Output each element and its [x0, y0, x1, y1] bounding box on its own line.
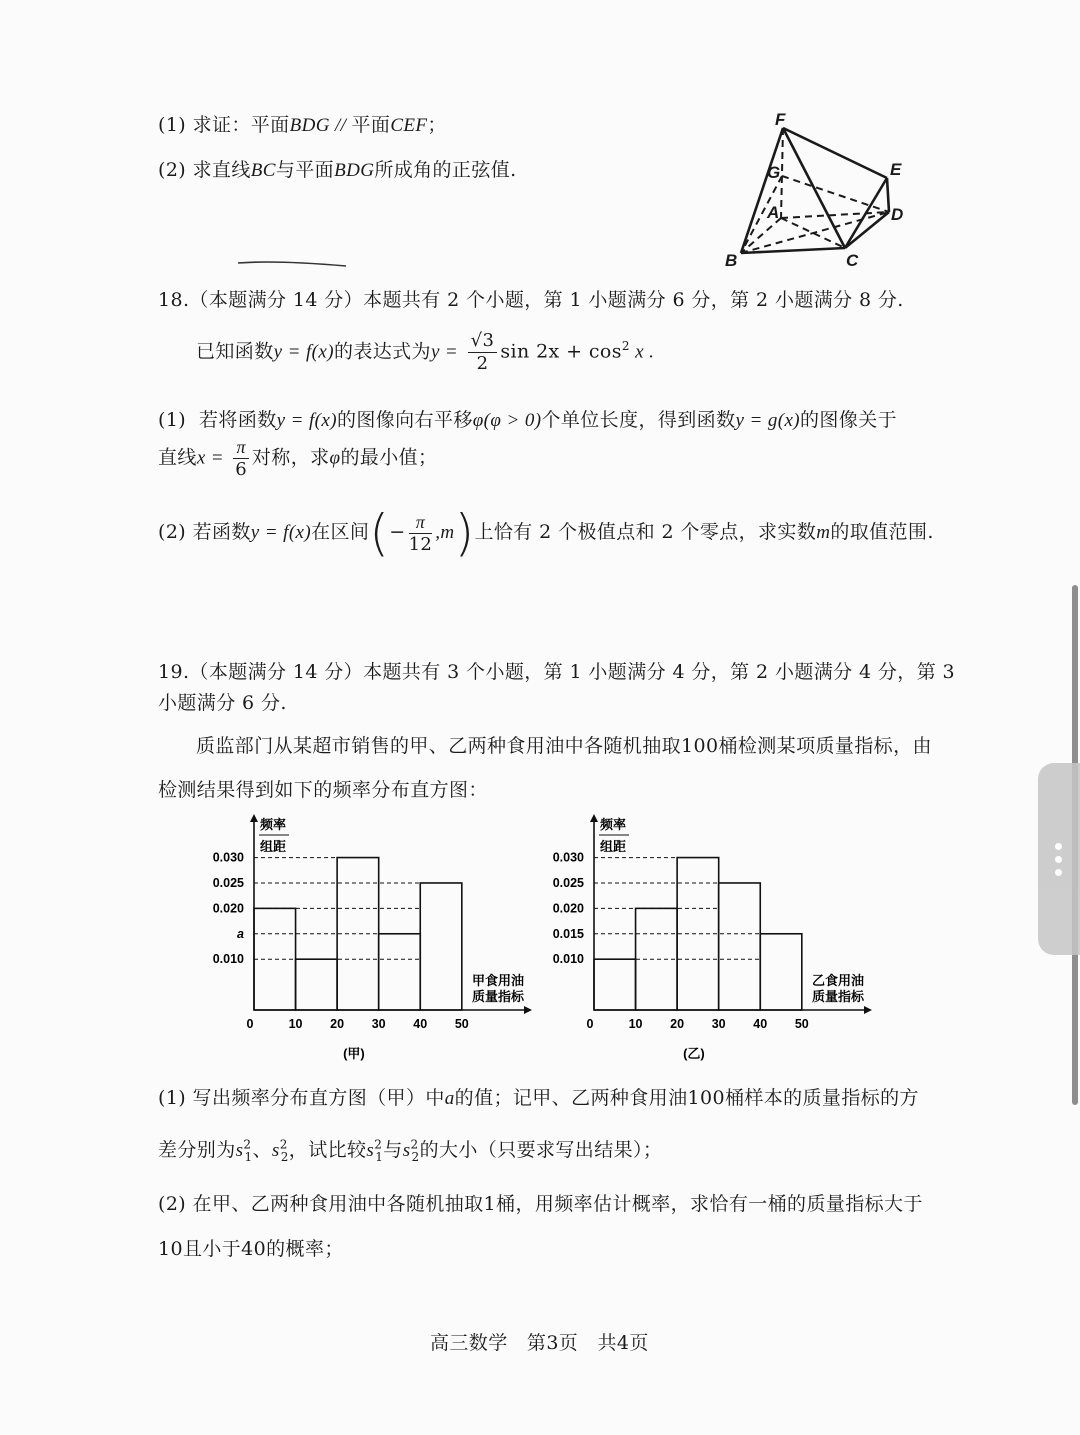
- sqrt3-over-2: $\frac{√3}{2}$: [468, 332, 498, 373]
- x-tick-label: 0: [586, 1017, 594, 1031]
- histogram-bar: [636, 908, 678, 1010]
- x-tick-label: 40: [753, 1017, 768, 1031]
- page-footer: 高三数学 第3页 共4页: [430, 1332, 649, 1354]
- q17-part2: (2) 求直线BC与平面BDG所成角的正弦值.: [158, 159, 517, 181]
- edge-FC: [783, 128, 845, 248]
- y-axis-arrow-icon: [250, 814, 258, 822]
- histogram-jia: [205, 812, 540, 1067]
- histogram-bar: [337, 858, 379, 1010]
- y-label-top: 频率: [260, 817, 287, 832]
- edge-GD: [782, 176, 889, 212]
- y-tick-label: 0.020: [212, 901, 244, 916]
- x-label-line1: 甲食用油: [471, 973, 524, 988]
- y-label-bottom: 组距: [260, 839, 287, 854]
- label-B: B: [725, 251, 738, 270]
- x-label-line2: 质量指标: [811, 989, 864, 1004]
- pi-over-12: $\frac{\pi}{12}$: [408, 511, 433, 555]
- y-tick-label: 0.010: [552, 952, 584, 967]
- x-tick-label: 50: [794, 1017, 809, 1031]
- x-tick-label: 30: [371, 1017, 386, 1031]
- handle-dot-icon: [1055, 869, 1062, 876]
- histogram-bar: [760, 934, 802, 1010]
- x-axis-arrow-icon: [524, 1006, 532, 1014]
- q19-header-line2: 小题满分 6 分.: [158, 692, 287, 714]
- q18-part2: (2) 若函数y = f(x)在区间(− $\frac{\pi}{12}$ ,m)上恰有 2 个极值点和 2 个零点，求实数m的取值范围.: [158, 504, 934, 562]
- q19-part1-line2: 差分别为$s^2_1$、$s^2_2$，试比较$s^2_1$与$s^2_2$的大小（只要求写出结果）；: [158, 1137, 663, 1164]
- x-label-line1: 乙食用油: [811, 973, 864, 988]
- x-tick-label: 30: [711, 1017, 726, 1031]
- label-G: G: [767, 163, 781, 182]
- edge-BD: [741, 212, 889, 253]
- histogram-bar: [594, 959, 636, 1010]
- x-label-line2: 质量指标: [471, 989, 524, 1004]
- q19-body-line2: 检测结果得到如下的频率分布直方图：: [158, 779, 488, 801]
- histogram-bar: [420, 883, 462, 1010]
- x-tick-label: 40: [413, 1017, 428, 1031]
- x-axis-arrow-icon: [864, 1006, 872, 1014]
- q19-body-line1: 质监部门从某超市销售的甲、乙两种食用油中各随机抽取100桶检测某项质量指标，由: [196, 735, 932, 757]
- y-tick-label: 0.030: [212, 850, 244, 865]
- q19-header-line1: 19.（本题满分 14 分）本题共有 3 个小题，第 1 小题满分 4 分，第 2 小题满分 4 分，第 3: [158, 661, 956, 683]
- edge-FE: [783, 128, 887, 178]
- x-tick-label: 10: [628, 1017, 643, 1031]
- histogram-yi: [545, 812, 880, 1067]
- histogram-bar: [379, 934, 421, 1010]
- label-F: F: [775, 110, 786, 129]
- x-tick-label: 20: [670, 1017, 685, 1031]
- y-tick-label: 0.015: [552, 926, 584, 941]
- y-tick-label: 0.020: [552, 901, 584, 916]
- edge-DC: [845, 212, 889, 248]
- y-tick-label: 0.010: [212, 952, 244, 967]
- y-tick-label: a: [237, 926, 244, 941]
- y-label-top: 频率: [600, 817, 627, 832]
- q17-part1: (1) 求证：平面BDG // 平面CEF；: [158, 114, 447, 136]
- q19-part2-line2: 10且小于40的概率；: [158, 1238, 344, 1260]
- chart-caption: (甲): [343, 1046, 365, 1061]
- x-tick-label: 20: [330, 1017, 345, 1031]
- label-C: C: [846, 251, 859, 270]
- y-axis-arrow-icon: [590, 814, 598, 822]
- label-D: D: [891, 205, 904, 224]
- handle-dot-icon: [1055, 843, 1062, 850]
- q18-given: 已知函数y = f(x)的表达式为y = $\frac{√3}{2}$ $\sin 2x + \cos^2 x$ .: [196, 330, 655, 374]
- label-E: E: [890, 160, 902, 179]
- x-tick-label: 10: [288, 1017, 303, 1031]
- y-tick-label: 0.025: [552, 875, 584, 890]
- chart-caption: (乙): [683, 1046, 705, 1061]
- label-A: A: [767, 203, 780, 222]
- x-tick-label: 50: [454, 1017, 469, 1031]
- y-label-bottom: 组距: [600, 839, 627, 854]
- q18-part1-line1: (1) 若将函数y = f(x)的图像向右平移φ(φ > 0)个单位长度，得到函数y = g(x)的图像关于: [158, 409, 898, 431]
- solid-geometry-figure: [715, 108, 915, 273]
- q18-header: 18.（本题满分 14 分）本题共有 2 个小题，第 1 小题满分 6 分，第 2 小题满分 8 分.: [158, 289, 904, 311]
- edge-ED: [887, 178, 889, 212]
- q19-part2-line1: (2) 在甲、乙两种食用油中各随机抽取1桶，用频率估计概率，求恰有一桶的质量指标大于: [158, 1193, 923, 1215]
- y-tick-label: 0.030: [552, 850, 584, 865]
- handle-dot-icon: [1055, 856, 1062, 863]
- pi-over-6: $\frac{\pi}{6}$: [235, 437, 248, 480]
- side-panel-handle[interactable]: [1038, 763, 1080, 955]
- y-tick-label: 0.025: [212, 875, 244, 890]
- histogram-bar: [677, 858, 719, 1010]
- q19-part1-line1: (1) 写出频率分布直方图（甲）中a的值；记甲、乙两种食用油100桶样本的质量指标的方: [158, 1087, 919, 1109]
- pen-stroke-mark: [236, 258, 356, 270]
- q18-part1-line2: 直线x = $\frac{\pi}{6}$ 对称，求φ的最小值；: [158, 437, 438, 480]
- histogram-bar: [719, 883, 761, 1010]
- histogram-bar: [296, 959, 338, 1010]
- edge-FA: [781, 128, 783, 218]
- x-tick-label: 0: [246, 1017, 254, 1031]
